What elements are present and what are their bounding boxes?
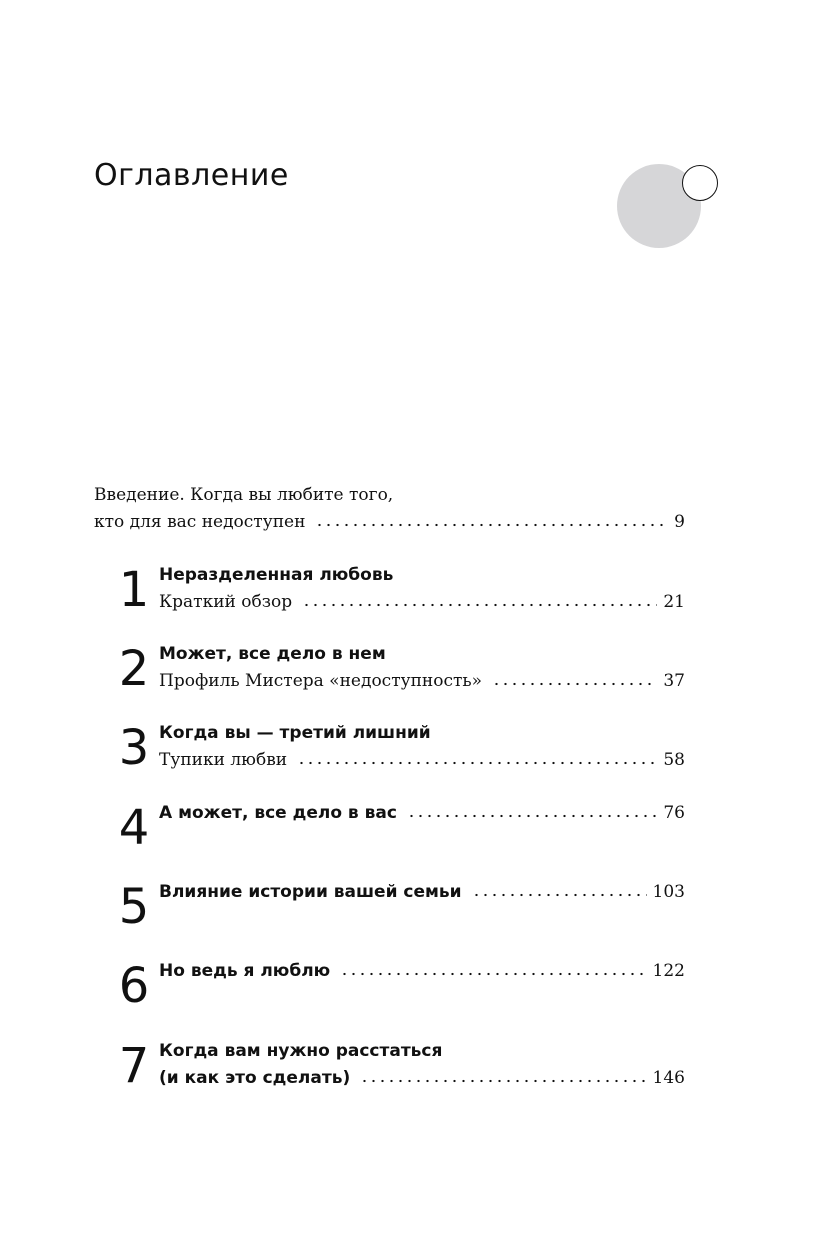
- page-number: 9: [674, 512, 685, 532]
- dot-leader: [302, 603, 657, 607]
- chapter-number: 3: [118, 720, 150, 776]
- page-number: 103: [652, 882, 685, 902]
- chapter-subtitle: Тупики любви: [159, 750, 288, 770]
- chapter-subtitle: Профиль Мистера «недоступность»: [159, 671, 483, 691]
- page-number: 122: [652, 961, 685, 981]
- dot-leader: [407, 814, 657, 818]
- chapter-number: 4: [118, 800, 150, 856]
- dot-leader: [340, 972, 646, 976]
- chapter-title: А может, все дело в вас: [159, 803, 397, 823]
- chapter-title: Влияние истории вашей семьи: [159, 882, 462, 902]
- chapter-number: 2: [118, 641, 150, 697]
- page-number: 76: [663, 803, 685, 823]
- page-number: 37: [663, 671, 685, 691]
- page-number: 146: [652, 1068, 685, 1088]
- toc-entry-chapter-6[interactable]: [159, 961, 685, 981]
- chapter-number: 1: [118, 562, 150, 618]
- decorative-ring-circle: [682, 165, 718, 201]
- chapter-title: Когда вы — третий лишний: [159, 723, 431, 743]
- dot-leader: [315, 523, 668, 527]
- chapter-title: Может, все дело в нем: [159, 644, 386, 664]
- dot-leader: [472, 893, 647, 897]
- chapter-title: Неразделенная любовь: [159, 565, 394, 585]
- chapter-number: 5: [118, 879, 150, 935]
- dot-leader: [360, 1079, 646, 1083]
- toc-entry-chapter-2[interactable]: [159, 671, 685, 691]
- toc-entry-chapter-7[interactable]: [159, 1068, 685, 1088]
- toc-entry-chapter-3[interactable]: [159, 750, 685, 770]
- chapter-title: Когда вам нужно расстаться: [159, 1041, 443, 1061]
- toc-entry-chapter-5[interactable]: [159, 882, 685, 902]
- page-number: 58: [663, 750, 685, 770]
- page-number: 21: [663, 592, 685, 612]
- dot-leader: [492, 682, 657, 686]
- toc-entry-chapter-1[interactable]: [159, 592, 685, 612]
- chapter-number: 7: [118, 1038, 150, 1094]
- dot-leader: [297, 761, 657, 765]
- page-title: Оглавление: [94, 158, 289, 193]
- intro-title-line1: Введение. Когда вы любите того,: [94, 485, 394, 505]
- chapter-number: 6: [118, 958, 150, 1014]
- chapter-subtitle: Краткий обзор: [159, 592, 293, 612]
- toc-entry-chapter-4[interactable]: [159, 803, 685, 823]
- toc-entry-intro[interactable]: [94, 512, 685, 532]
- chapter-title: Но ведь я люблю: [159, 961, 331, 981]
- intro-title-line2: кто для вас недоступен: [94, 512, 306, 532]
- chapter-title-line2: (и как это сделать): [159, 1068, 351, 1088]
